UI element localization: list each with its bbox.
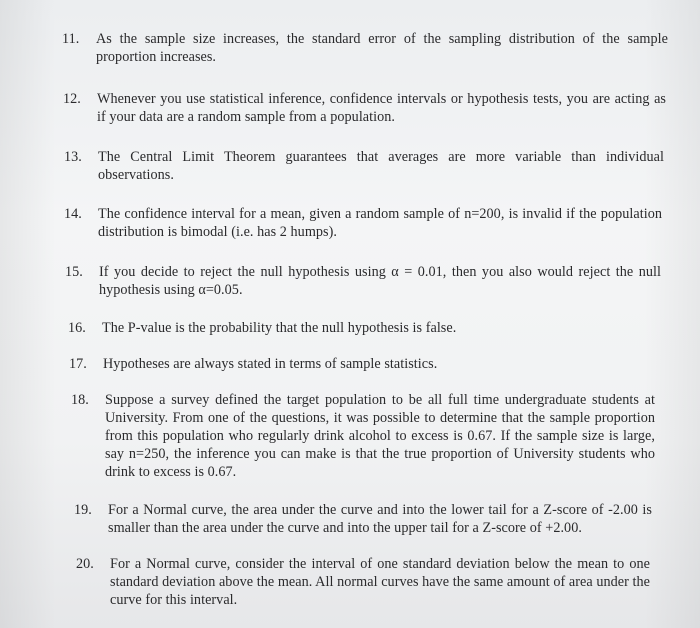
question-number: 14. — [64, 206, 82, 222]
question-number: 20. — [76, 556, 94, 572]
question-text: For a Normal curve, consider the interval of one standard deviation below the mean to one standard deviation above the mean. All normal curves have the same amount of area under the curve for this interval. — [110, 556, 650, 608]
question-text: As the sample size increases, the standard error of the sampling distribution of the sample proportion increases. — [96, 31, 668, 65]
question-12 — [63, 90, 666, 126]
question-number: 18. — [71, 392, 89, 408]
question-number: 15. — [65, 264, 83, 280]
question-13 — [64, 148, 664, 184]
question-number: 12. — [63, 91, 81, 107]
question-number: 19. — [74, 502, 92, 518]
question-text: The confidence interval for a mean, given a random sample of n=200, is invalid if the population distribution is bimodal (i.e. has 2 humps). — [98, 206, 662, 240]
question-text: Suppose a survey defined the target population to be all full time undergraduate students at University. From one of the questions, it was possible to determine that the sample proportion from this population who regularly drink alcohol to excess is 0.67. If the sample size is large, say n=250, the inference you can make is that the true proportion of University students who drink to excess is 0.67. — [105, 392, 655, 480]
question-text: The Central Limit Theorem guarantees that averages are more variable than individual observations. — [98, 149, 664, 183]
question-17 — [69, 355, 659, 373]
question-14 — [64, 205, 662, 241]
question-number: 13. — [64, 149, 82, 165]
question-20 — [76, 555, 650, 609]
question-15 — [65, 263, 661, 299]
question-text: If you decide to reject the null hypothesis using α = 0.01, then you also would reject the null hypothesis using α=0.05. — [99, 264, 661, 298]
question-text: Whenever you use statistical inference, confidence intervals or hypothesis tests, you are acting as if your data are a random sample from a population. — [97, 91, 666, 125]
question-text: For a Normal curve, the area under the curve and into the lower tail for a Z-score of -2.00 is smaller than the area under the curve and into the upper tail for a Z-score of +2.00. — [108, 502, 652, 536]
question-19 — [74, 501, 652, 537]
question-number: 17. — [69, 356, 87, 372]
question-16 — [68, 319, 658, 337]
question-18 — [71, 391, 655, 481]
question-number: 16. — [68, 320, 86, 336]
question-11 — [62, 30, 668, 66]
question-text: Hypotheses are always stated in terms of sample statistics. — [103, 356, 438, 372]
question-text: The P-value is the probability that the null hypothesis is false. — [102, 320, 457, 336]
question-number: 11. — [62, 31, 80, 47]
